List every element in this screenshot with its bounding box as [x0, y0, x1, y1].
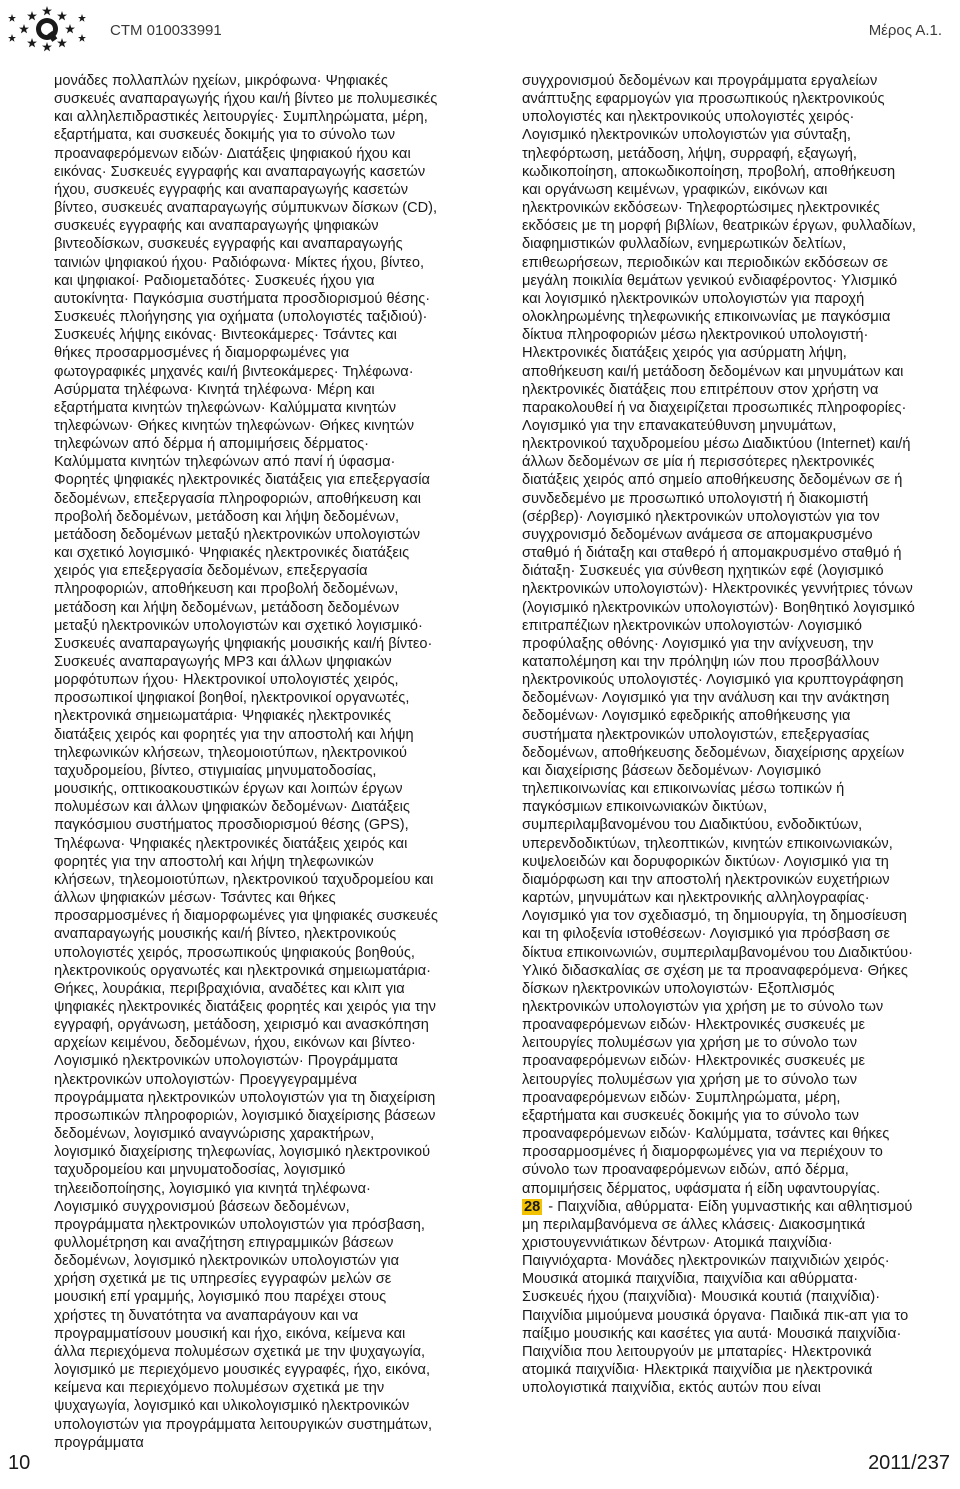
- right-column: [522, 72, 916, 1397]
- section-label: Μέρος Α.1.: [868, 22, 942, 39]
- eu-trademark-logo-icon: [4, 4, 90, 56]
- right-column-text-part1: συγχρονισμού δεδομένων και προγράμματα εργαλείων ανάπτυξης εφαρμογών για προσωπικούς ηλεκτρονικούς υπολογιστές και ηλεκτρονικούς υπολογιστές χειρός· Λογισμικό ηλεκτρονικών υπολογιστών για σύνταξη, τηλεφόρτωση, μετάδοση, λήψη, συρραφή, εξαγωγή, κωδικοποίηση, αποκωδικοποίηση, προβολή, αποθήκευση και οργάνωση κειμένων, γραφικών, εικόνων και ηλεκτρονικών εκδόσεων· Τηλεφορτώσιμες ηλεκτρονικές εκδόσεις με τη μορφή βιβλίων, θεατρικών έργων, φυλλαδίων, διαφημιστικών φυλλαδίων, ενημερωτικών δελτίων, επιθεωρήσεων, περιοδικών και περιοδικών εκδόσεων σε μεγάλη ποικιλία θεμάτων γενικού ενδιαφέροντος· Υλισμικό και λογισμικό ηλεκτρονικών υπολογιστών για παροχή ολοκληρωμένης τηλεφωνικής επικοινωνίας με παγκόσμια δίκτυα πληροφοριών μέσω ηλεκτρονικού υπολογιστή· Ηλεκτρονικές διατάξεις χειρός για ασύρματη λήψη, αποθήκευση και/ή μετάδοση δεδομένων και μηνυμάτων και ηλεκτρονικές διατάξεις που επιτρέπουν στον χρήστη να παρακολουθεί ή να διαχειρίζεται προσωπικές πληροφορίες· Λογισμικό για την επανακατεύθυνση μηνυμάτων, ηλεκτρονικού ταχυδρομείου μέσω Διαδικτύου (Internet) και/ή άλλων δεδομένων σε μία ή περισσότερες ηλεκτρονικές διατάξεις χειρός από σημείο αποθήκευσης δεδομένων σε ή συνδεδεμένο με προσωπικό υπολογιστή ή διακομιστή (σέρβερ)· Λογισμικό ηλεκτρονικών υπολογιστών για τον συγχρονισμό δεδομένων ανάμεσα σε απομακρυσμένο σταθμό ή διάταξη και σταθερό ή απομακρυσμένο σταθμό ή διάταξη· Συσκευές για σύνθεση ηχητικών εφέ (λογισμικό ηλεκτρονικών υπολογιστών)· Ηλεκτρονικές γεννήτριες τόνων (λογισμικό ηλεκτρονικών υπολογιστών)· Βοηθητικό λογισμικό επιτραπέζιων ηλεκτρονικών υπολογιστών· Λογισμικό προφύλαξης οθόνης· Λογισμικό για την ανίχνευση, την καταπολέμηση και την πρόληψη ιών που προσβάλλουν ηλεκτρονικούς υπολογιστές· Λογισμικό για κρυπτογράφηση δεδομένων· Λογισμικό για την ανάλυση και την ανάκτηση δεδομένων· Λογισμικό εφεδρικής αποθήκευσης για συστήματα ηλεκτρονικών υπολογιστών, επεξεργασίας δεδομένων, αποθήκευσης δεδομένων, διαχείρισης αρχείων και διαχείρισης βάσεων δεδομένων· Λογισμικό τηλεπικοινωνίας και επικοινωνίας μέσω τοπικών ή παγκόσμιων επικοινωνιακών δικτύων, συμπεριλαμβανομένου του Διαδικτύου, ενδοδικτύων, υπερενδοδικτύων, τηλεοπτικών, κινητών επικοινωνιακών, κυψελοειδών και δορυφορικών δικτύων· Λογισμικό για τη διαμόρφωση και την αποστολή ηλεκτρονικών ευχετήριων καρτών, μηνυμάτων και ηλεκτρονικής αλληλογραφίας· Λογισμικό για τον σχεδιασμό, τη δημιουργία, τη δημοσίευση και τη φιλοξενία ιστοθέσεων· Λογισμικό για πρόσβαση σε δίκτυα επικοινωνιών, συμπεριλαμβανομένου του Διαδικτύου· Υλικό διδασκαλίας σε σχέση με τα προαναφερόμενα· Θήκες δίσκων ηλεκτρονικών υπολογιστών· Εξοπλισμός ηλεκτρονικών υπολογιστών για χρήση με το σύνολο των προαναφερόμενων ειδών· Ηλεκτρονικές συσκευές με λειτουργίες πολυμέσων για χρήση με το σύνολο των προαναφερόμενων ειδών· Ηλεκτρονικές συσκευές με λειτουργίες πολυμέσων για χρήση με το σύνολο των προαναφερόμενων ειδών· Συμπληρώματα, μέρη, εξαρτήματα και συσκευές δοκιμής για το σύνολο των προαναφερόμενων ειδών· Καλύμματα, τσάντες και θήκες προσαρμοσμένες ή διαμορφωμένες για να περιέχουν το σύνολο των προαναφερόμενων ειδών, από δέρμα, απομιμήσεις δέρματος, υφάσματα ή είδη υφαντουργίας.: [522, 73, 916, 1197]
- page-footer: [0, 1452, 960, 1482]
- left-column-text: μονάδες πολλαπλών ηχείων, μικρόφωνα· Ψηφιακές συσκευές αναπαραγωγής ήχου και/ή βίντεο με πολυμεσικές και αλληλεπιδραστικές λειτουργίες· Συμπληρώματα, μέρη, εξαρτήματα, και συσκευές δοκιμής για το σύνολο των προαναφερόμενων ειδών· Διατάξεις ψηφιακού ήχου και εικόνας· Συσκευές εγγραφής και αναπαραγωγής κασετών ήχου, συσκευές εγγραφής και αναπαραγωγής κασετών βίντεο, συσκευές αναπαραγωγής σύμπυκνων δίσκων (CD), συσκευές εγγραφής και αναπαραγωγής ψηφιακών βιντεοδίσκων, συσκευές εγγραφής και αναπαραγωγής ταινιών ψηφιακού ήχου· Ραδιόφωνα· Μίκτες ήχου, βίντεο, και ψηφιακοί· Ραδιομεταδότες· Συσκευές ήχου για αυτοκίνητα· Παγκόσμια συστήματα προσδιορισμού θέσης· Συσκευές πλοήγησης για οχήματα (υπολογιστές ταξιδιού)· Συσκευές λήψης εικόνας· Βιντεοκάμερες· Τσάντες και θήκες προσαρμοσμένες ή διαμορφωμένες για φωτογραφικές μηχανές και/ή βιντεοκάμερες· Τηλέφωνα· Ασύρματα τηλέφωνα· Κινητά τηλέφωνα· Μέρη και εξαρτήματα κινητών τηλεφώνων· Καλύμματα κινητών τηλεφώνων· Θήκες κινητών τηλεφώνων· Θήκες κινητών τηλεφώνων από δέρμα ή απομιμήσεις δέρματος· Καλύμματα κινητών τηλεφώνων από πανί ή ύφασμα· Φορητές ψηφιακές ηλεκτρονικές διατάξεις για επεξεργασία δεδομένων, επεξεργασία πληροφοριών, αποθήκευση και προβολή δεδομένων, μετάδοση και λήψη δεδομένων, μετάδοση δεδομένων μεταξύ ηλεκτρονικών υπολογιστών και σχετικό λογισμικό· Ψηφιακές ηλεκτρονικές διατάξεις χειρός για επεξεργασία δεδομένων, επεξεργασία πληροφοριών, αποθήκευση και προβολή δεδομένων, μετάδοση και λήψη δεδομένων, μετάδοση δεδομένων μεταξύ ηλεκτρονικών υπολογιστών και σχετικό λογισμικό· Συσκευές αναπαραγωγής ψηφιακής μουσικής και/ή βίντεο· Συσκευές αναπαραγωγής MP3 και άλλων ψηφιακών μορφότυπων ήχου· Ηλεκτρονικοί υπολογιστές χειρός, προσωπικοί ψηφιακοί βοηθοί, ηλεκτρονικοί οργανωτές, ηλεκτρονικά σημειωματάρια· Ψηφιακές ηλεκτρονικές διατάξεις χειρός και φορητές για την αποστολή και λήψη τηλεφωνικών κλήσεων, τηλεομοιοτύπων, ηλεκτρονικού ταχυδρομείου, βίντεο, στιγμιαίας μηνυματοδοσίας, μουσικής, οπτικοακουστικών έργων και λοιπών έργων πολυμέσων και άλλων ψηφιακών δεδομένων· Διατάξεις παγκόσμιου συστήματος προσδιορισμού θέσης (GPS), Τηλέφωνα· Ψηφιακές ηλεκτρονικές διατάξεις χειρός και φορητές για την αποστολή και λήψη τηλεφωνικών κλήσεων, τηλεομοιοτύπων, ηλεκτρονικού ταχυδρομείου και άλλων ψηφιακών μέσων· Τσάντες και θήκες προσαρμοσμένες ή διαμορφωμένες για ψηφιακές συσκευές αναπαραγωγής μουσικής και/ή βίντεο, ηλεκτρονικούς υπολογιστές χειρός, προσωπικούς ψηφιακούς βοηθούς, ηλεκτρονικούς οργανωτές και ηλεκτρονικά σημειωματάρια· Θήκες, λουράκια, περιβραχιόνια, αναδέτες και κλιπ για ψηφιακές ηλεκτρονικές διατάξεις φορητές και χειρός για την εγγραφή, οργάνωση, μετάδοση, χειρισμό και ανασκόπηση αρχείων κειμένου, δεδομένων, ήχου, εικόνων και βίντεο· Λογισμικό ηλεκτρονικών υπολογιστών· Προγράμματα ηλεκτρονικών υπολογιστών· Προεγγεγραμμένα προγράμματα ηλεκτρονικών υπολογιστών για τη διαχείριση προσωπικών πληροφοριών, λογισμικό διαχείρισης βάσεων δεδομένων, λογισμικό αναγνώρισης χαρακτήρων, λογισμικό διαχείρισης τηλεφωνίας, λογισμικό ηλεκτρονικού ταχυδρομείου και μηνυματοδοσίας, λογισμικό τηλεειδοποίησης, λογισμικό για κινητά τηλέφωνα· Λογισμικό συγχρονισμού βάσεων δεδομένων, προγράμματα ηλεκτρονικών υπολογιστών για πρόσβαση, φυλλομέτρηση και αναζήτηση επιγραμμικών βάσεων δεδομένων, λογισμικό ηλεκτρονικών υπολογιστών για χρήση σχετικά με τις υπηρεσίες εγγραφών μελών σε μουσική επί γραμμής, λογισμικό που παρέχει στους χρήστες τη δυνατότητα να αναπαράγουν και να προγραμματίσουν μουσική και ήχο, εικόνα, κείμενα και άλλα περιεχόμενα πολυμέσων σχετικά με την ψυχαγωγία, λογισμικό με περιεχόμενο μουσικές εγγραφές, ήχο, εικόνα, κείμενα και περιεχόμενο πολυμέσων σχετικά με την ψυχαγωγία, λογισμικό και υλικολογισμικό ηλεκτρονικών υπολογιστών για προγράμματα λειτουργικών συστημάτων, προγράμματα: [54, 73, 438, 1451]
- class-28-paragraph: [522, 1198, 916, 1398]
- left-column: [54, 72, 438, 1452]
- class-number-badge: 28: [524, 1198, 541, 1215]
- right-column-text-part2: - Παιχνίδια, αθύρματα· Είδη γυμναστικής και αθλητισμού μη περιλαμβανόμενα σε άλλες κλάσεις· Διακοσμητικά χριστουγεννιάτικων δέντρων· Ατομικά παιχνίδια· Παιγνιόχαρτα· Μονάδες ηλεκτρονικών παιχνιδιών χειρός· Μουσικά ατομικά παιχνίδια, παιχνίδια και αθύρματα· Συσκευές ήχου (παιχνίδια)· Μουσικά κουτιά (παιχνίδια)· Παιχνίδια μιμούμενα μουσικά όργανα· Παιδικά πικ-απ για το παίξιμο μουσικής και κασέτες για αυτά· Μουσικά παιχνίδια· Παιχνίδια που λειτουργούν με μπαταρίες· Ηλεκτρονικά ατομικά παιχνίδια· Ηλεκτρικά παιχνίδια με ηλεκτρονικά υπολογιστικά παιχνίδια, εκτός αυτών που είναι: [522, 1198, 913, 1397]
- document-number: CTM 010033991: [110, 22, 222, 39]
- page-header: [0, 0, 960, 62]
- bulletin-number: 2011/237: [868, 1452, 950, 1474]
- page-number: 10: [8, 1452, 31, 1474]
